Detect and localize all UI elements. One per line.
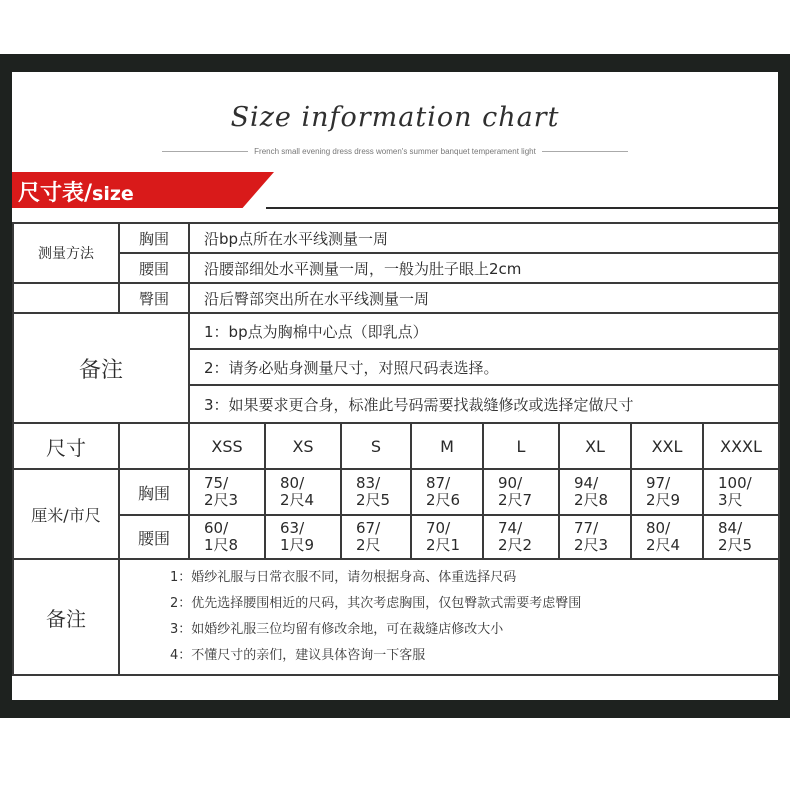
values-part-waist: 腰围 — [119, 515, 189, 559]
chest-value-s: 83/ 2尺5 — [341, 469, 411, 515]
image-frame — [0, 54, 790, 718]
measure-method-hip: 沿后臀部突出所在水平线测量一周 — [189, 283, 779, 313]
size-table — [12, 222, 780, 676]
measure-method-heading: 测量方法 — [13, 223, 119, 283]
waist-value-s: 67/ 2尺 — [341, 515, 411, 559]
remarks2-list — [119, 559, 779, 675]
subtitle-row — [162, 144, 628, 158]
chest-value-xss: 75/ 2尺3 — [189, 469, 265, 515]
measure-method-chest: 沿bp点所在水平线测量一周 — [189, 223, 779, 253]
measure-row-chest — [13, 223, 779, 253]
size-label-xl: XL — [559, 423, 631, 469]
waist-value-xxxl: 84/ 2尺5 — [703, 515, 779, 559]
banner-label-en: size — [92, 183, 134, 205]
measure-row-waist — [13, 253, 779, 283]
chest-value-xs: 80/ 2尺4 — [265, 469, 341, 515]
size-chart-card — [12, 72, 778, 700]
remark1-item-3: 3：如果要求更合身，标准此号码需要找裁缝修改或选择定做尺寸 — [189, 385, 779, 423]
waist-value-xss: 60/ 1尺8 — [189, 515, 265, 559]
remarks1-heading: 备注 — [13, 313, 189, 423]
size-header-row — [13, 423, 779, 469]
measure-empty-cell — [13, 283, 119, 313]
waist-value-xl: 77/ 2尺3 — [559, 515, 631, 559]
chest-value-xl: 94/ 2尺8 — [559, 469, 631, 515]
chart-title: Size information chart — [230, 102, 560, 133]
waist-value-m: 70/ 2尺1 — [411, 515, 483, 559]
measure-row-hip — [13, 283, 779, 313]
chest-value-xxxl: 100/ 3尺 — [703, 469, 779, 515]
remark2-item-4: 4：不懂尺寸的亲们，建议具体咨询一下客服 — [170, 648, 426, 663]
chest-value-m: 87/ 2尺6 — [411, 469, 483, 515]
remark2-item-1: 1：婚纱礼服与日常衣服不同，请勿根据身高、体重选择尺码 — [170, 570, 517, 585]
chart-subtitle: French small evening dress dress women's summer banquet temperament light — [254, 146, 536, 156]
banner-underline — [266, 207, 778, 209]
measure-part-chest: 胸围 — [119, 223, 189, 253]
remarks2-row — [13, 559, 779, 675]
size-label-xs: XS — [265, 423, 341, 469]
size-header-empty — [119, 423, 189, 469]
remark2-item-2: 2：优先选择腰围相近的尺码，其次考虑胸围，仅包臀款式需要考虑臀围 — [170, 596, 582, 611]
banner-label-cn: 尺寸表/ — [18, 181, 93, 206]
measure-method-waist: 沿腰部细处水平测量一周，一般为肚子眼上2cm — [189, 253, 779, 283]
chest-values-row — [13, 469, 779, 515]
values-part-chest: 胸围 — [119, 469, 189, 515]
waist-value-xxl: 80/ 2尺4 — [631, 515, 703, 559]
subtitle-rule-left — [162, 151, 248, 152]
chest-value-l: 90/ 2尺7 — [483, 469, 559, 515]
size-label-l: L — [483, 423, 559, 469]
size-label-s: S — [341, 423, 411, 469]
measure-part-hip: 臀围 — [119, 283, 189, 313]
remark1-item-1: 1：bp点为胸棉中心点（即乳点） — [189, 313, 779, 349]
waist-value-l: 74/ 2尺2 — [483, 515, 559, 559]
size-label-xxl: XXL — [631, 423, 703, 469]
waist-values-row — [13, 515, 779, 559]
chest-value-xxl: 97/ 2尺9 — [631, 469, 703, 515]
size-banner-label — [18, 176, 134, 207]
size-label-xss: XSS — [189, 423, 265, 469]
subtitle-rule-right — [542, 151, 628, 152]
remark1-row-1 — [13, 313, 779, 349]
remarks2-heading: 备注 — [13, 559, 119, 675]
waist-value-xs: 63/ 1尺9 — [265, 515, 341, 559]
measure-part-waist: 腰围 — [119, 253, 189, 283]
size-label-xxxl: XXXL — [703, 423, 779, 469]
size-heading: 尺寸 — [13, 423, 119, 469]
remark1-item-2: 2：请务必贴身测量尺寸，对照尺码表选择。 — [189, 349, 779, 385]
values-heading: 厘米/市尺 — [13, 469, 119, 559]
size-label-m: M — [411, 423, 483, 469]
remark2-item-3: 3：如婚纱礼服三位均留有修改余地，可在裁缝店修改大小 — [170, 622, 504, 637]
